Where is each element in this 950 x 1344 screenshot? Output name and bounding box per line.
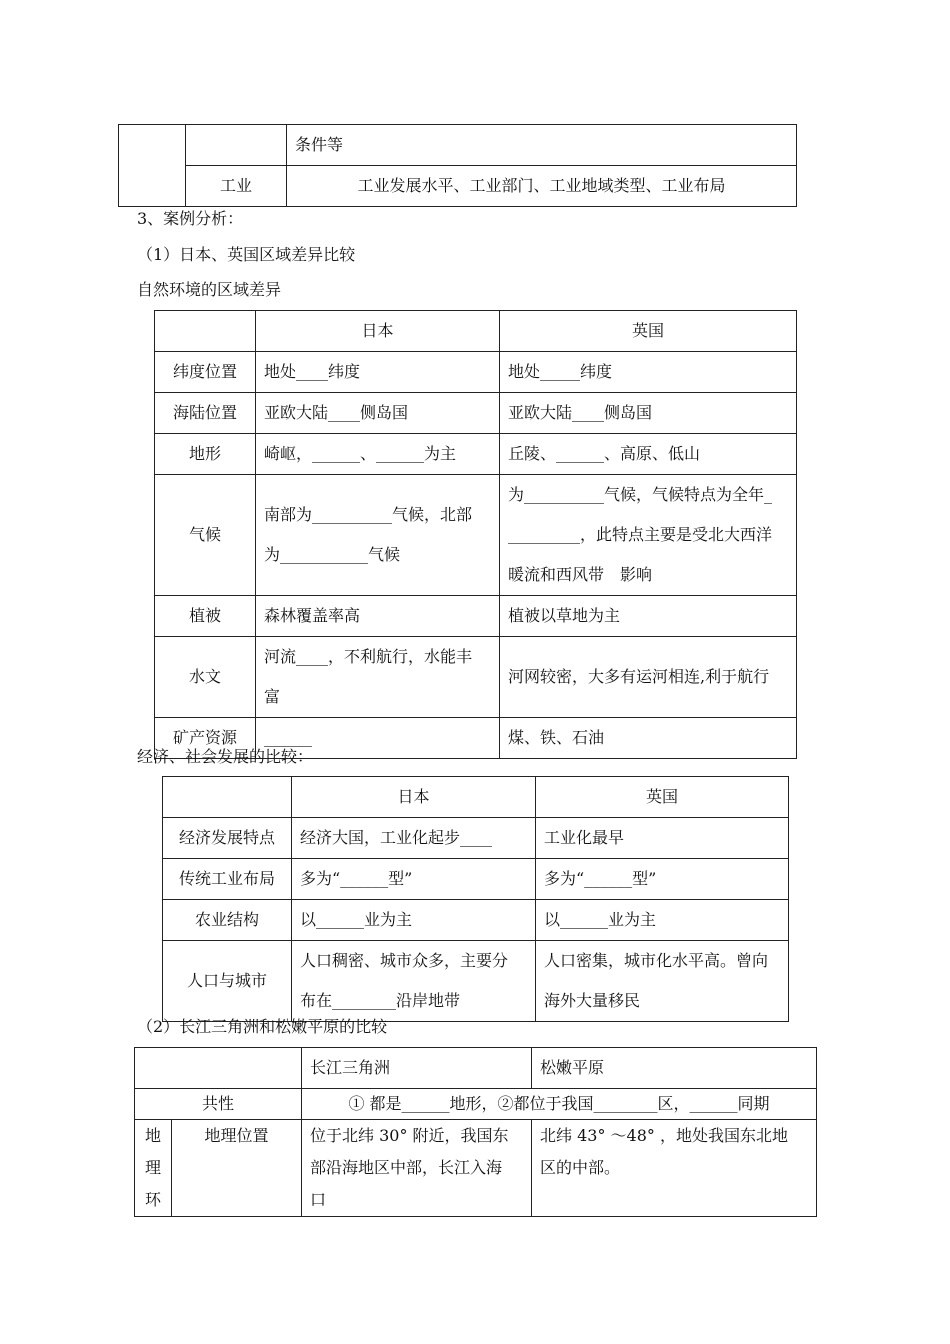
header-cell: 英国: [500, 311, 797, 352]
row-label: 矿产资源: [155, 718, 256, 759]
cell-text: 煤、铁、石油: [500, 718, 797, 759]
row-label: 地理位置: [172, 1120, 302, 1217]
header-cell: 英国: [536, 777, 789, 818]
row-label: 人口与城市: [163, 941, 292, 1022]
header-cell: [155, 311, 256, 352]
cell-text: [256, 475, 500, 596]
side-label-char: 地: [144, 1126, 161, 1145]
row-label: 植被: [155, 596, 256, 637]
cell-line: 南部为__________气候，北部: [264, 505, 473, 524]
cell-text: [536, 941, 789, 1022]
cell-text: 植被以草地为主: [500, 596, 797, 637]
cell-line: _________，此特点主要是受北大西洋: [508, 525, 773, 544]
cell-text: 亚欧大陆____侧岛国: [256, 393, 500, 434]
row-label: 传统工业布局: [163, 859, 292, 900]
row-label: 工业: [186, 166, 287, 207]
cell-line: 部沿海地区中部，长江入海: [310, 1158, 503, 1177]
side-label-char: 环: [144, 1190, 161, 1209]
empty-cell: [119, 125, 186, 207]
cell-text: ______: [256, 718, 500, 759]
subsection-heading: （1）日本、英国区域差异比较: [137, 245, 356, 264]
cell-text: 地处____纬度: [256, 352, 500, 393]
cell-text: 以______业为主: [536, 900, 789, 941]
cell-line: 人口稠密、城市众多，主要分: [300, 951, 509, 970]
section-heading: 3、案例分析：: [137, 209, 244, 228]
row-label: 地形: [155, 434, 256, 475]
nature-comparison-table: [154, 310, 797, 759]
row-label: 气候: [155, 475, 256, 596]
cell-line: 暖流和西风带 影响: [508, 565, 653, 584]
cell-text: 森林覆盖率高: [256, 596, 500, 637]
table-heading: 自然环境的区域差异: [137, 280, 282, 299]
cell-line: 区的中部。: [540, 1158, 621, 1177]
cell-line: 富: [264, 687, 281, 706]
cell-text: 多为“______型”: [536, 859, 789, 900]
cell-text: 工业发展水平、工业部门、工业地域类型、工业布局: [287, 166, 797, 207]
empty-cell: [186, 125, 287, 166]
cell-text: 工业化最早: [536, 818, 789, 859]
row-label: 农业结构: [163, 900, 292, 941]
side-label-char: 理: [144, 1158, 161, 1177]
header-cell: [163, 777, 292, 818]
row-label: 纬度位置: [155, 352, 256, 393]
cell-text: [302, 1120, 532, 1217]
cell-text: [292, 941, 536, 1022]
cell-line: 为___________气候: [264, 545, 401, 564]
cell-line: 布在________沿岸地带: [300, 991, 461, 1010]
row-label: 共性: [135, 1089, 302, 1120]
row-label: 经济发展特点: [163, 818, 292, 859]
delta-comparison-table: [134, 1047, 817, 1217]
cell-line: 人口密集，城市化水平高。曾向: [544, 951, 769, 970]
cell-text: 多为“______型”: [292, 859, 536, 900]
cell-text: [256, 637, 500, 718]
cell-line: 口: [310, 1190, 327, 1209]
cell-text: 经济大国，工业化起步____: [292, 818, 536, 859]
header-cell: 日本: [256, 311, 500, 352]
header-cell: [135, 1048, 302, 1089]
cell-text: 亚欧大陆____侧岛国: [500, 393, 797, 434]
cell-text: 地处_____纬度: [500, 352, 797, 393]
side-label: [135, 1120, 172, 1217]
economy-comparison-table: [162, 776, 789, 1022]
cell-text: 河网较密，大多有运河相连,利于航行: [500, 637, 797, 718]
cell-text: [500, 475, 797, 596]
cell-text: [532, 1120, 817, 1217]
cell-text: 丘陵、______、高原、低山: [500, 434, 797, 475]
cell-line: 为__________气候，气候特点为全年_: [508, 485, 773, 504]
industry-table-fragment: [118, 124, 797, 207]
header-cell: 松嫩平原: [532, 1048, 817, 1089]
cell-text: 条件等: [287, 125, 797, 166]
cell-text: 崎岖，______、______为主: [256, 434, 500, 475]
table-heading: 经济、社会发展的比较：: [137, 747, 314, 766]
header-cell: 长江三角洲: [302, 1048, 532, 1089]
subsection-heading: （2）长江三角洲和松嫩平原的比较: [137, 1017, 388, 1036]
cell-line: 北纬 43° ～48° ，地处我国东北地: [540, 1126, 788, 1145]
row-label: 水文: [155, 637, 256, 718]
cell-line: 位于北纬 30° 附近，我国东: [310, 1126, 509, 1145]
header-cell: 日本: [292, 777, 536, 818]
cell-text: 以______业为主: [292, 900, 536, 941]
cell-line: 海外大量移民: [544, 991, 641, 1010]
cell-line: 河流____，不利航行，水能丰: [264, 647, 473, 666]
cell-text: ① 都是______地形，②都位于我国________区，______同期: [302, 1089, 817, 1120]
row-label: 海陆位置: [155, 393, 256, 434]
